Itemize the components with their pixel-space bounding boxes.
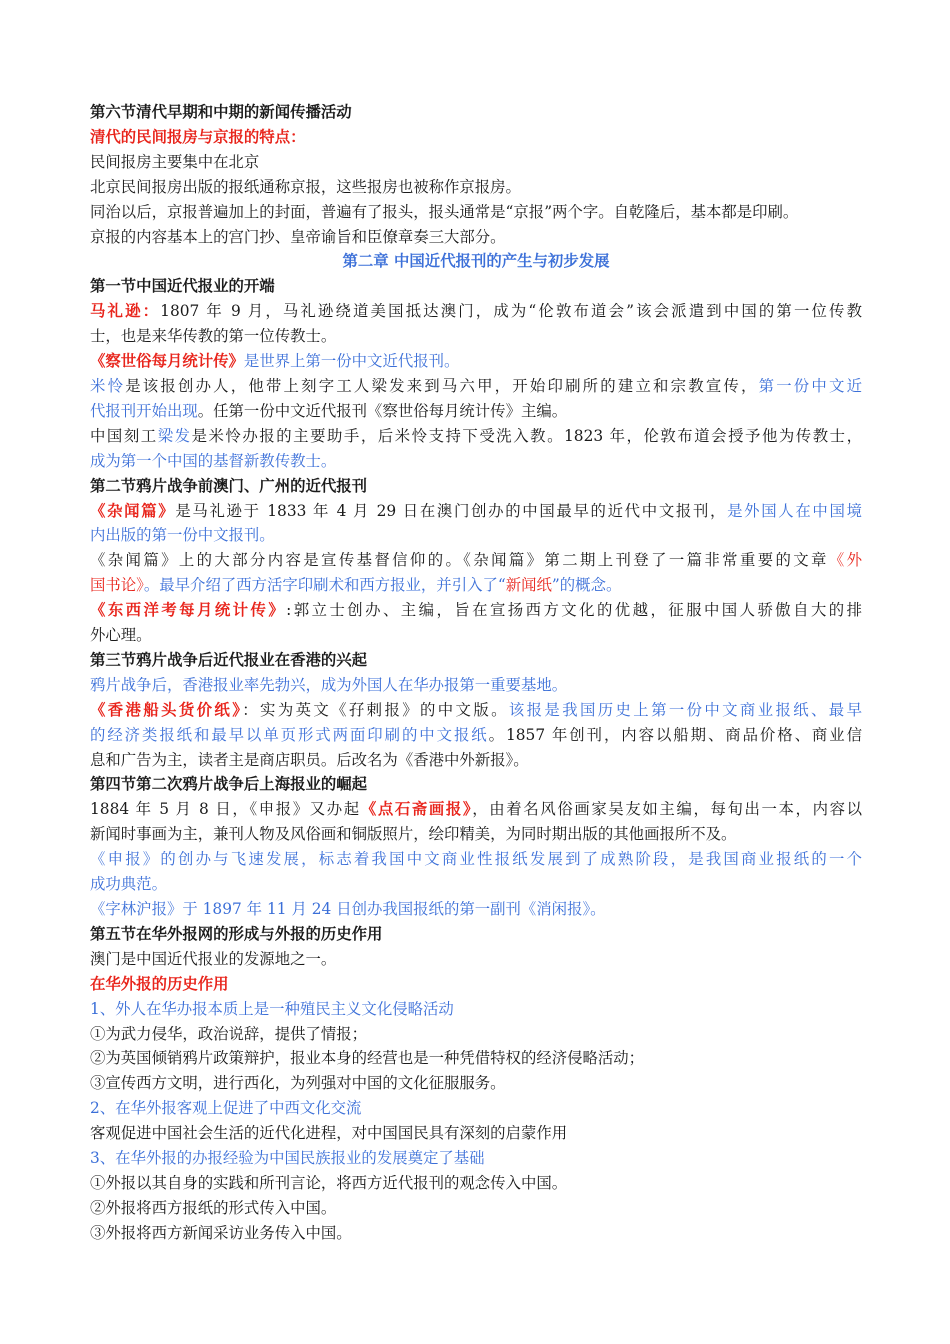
- paragraph: [90, 299, 862, 324]
- paragraph: 《字林沪报》于 1897 年 11 月 24 日创办我国报纸的第一副刊《消闲报》。: [90, 900, 606, 918]
- text: :郭立士创办、主编，旨在宣扬西方文化的优越，征服中国人骄傲自大的排: [286, 601, 862, 620]
- text-highlight: 第一份中文近: [758, 376, 862, 395]
- text-highlight: 该报是我国历史上第一份中文商业报纸、最早: [508, 700, 862, 719]
- text: 1884 年 5 月 8 日，《申报》又办起: [90, 800, 361, 819]
- text: ，由着名风俗画家吴友如主编，每旬出一本，内容以: [472, 800, 862, 819]
- term-dianshizhai: 《点石斋画报》: [360, 800, 473, 819]
- text-highlight: 是外国人在中国境: [727, 501, 862, 520]
- text: 是马礼逊于 1833 年 4 月 29 日在澳门创办的中国最早的近代中文报刊，: [175, 501, 728, 520]
- section-2-title: 第二节鸦片战争前澳门、广州的近代报刊: [90, 476, 368, 495]
- section-1-title: 第一节中国近代报业的开端: [90, 277, 275, 296]
- paragraph: 同治以后，京报普遍加上的封面，普遍有了报头，报头通常是“京报”两个字。自乾隆后，基本都是印刷。: [90, 202, 799, 221]
- paragraph: [90, 573, 862, 598]
- text-highlight: ”的概念。: [551, 576, 622, 595]
- text: ：实为英文《孖剌报》的中文版。: [242, 700, 509, 719]
- paragraph: 鸦片战争后，香港报业率先勃兴，成为外国人在华办报第一重要基地。: [90, 675, 568, 694]
- paragraph: [90, 349, 862, 374]
- list-item: ①外报以其自身的实践和所刊言论，将西方近代报刊的观念传入中国。: [90, 1173, 568, 1192]
- section-5-title: 第五节在华外报网的形成与外报的历史作用: [90, 924, 383, 943]
- paragraph: [90, 698, 862, 723]
- section-5-subtitle: 在华外报的历史作用: [90, 974, 229, 993]
- paragraph: 内出版的第一份中文报刊。: [90, 526, 275, 545]
- term-morrison: 马礼逊：: [90, 302, 161, 321]
- paragraph: 客观促进中国社会生活的近代化进程，对中国国民具有深刻的启蒙作用: [90, 1124, 568, 1143]
- term-zawenpian: 《杂闻篇》: [90, 501, 176, 520]
- chapter-2-title: 第二章 中国近代报刊的产生与初步发展: [342, 252, 610, 271]
- paragraph: [90, 499, 862, 524]
- paragraph: 澳门是中国近代报业的发源地之一。: [90, 949, 337, 968]
- paragraph: 《申报》的创办与飞速发展，标志着我国中文商业性报纸发展到了成熟阶段，是我国商业报纸的一个: [90, 850, 862, 869]
- paragraph: 息和广告为主，读者主是商店职员。后改名为《香港中外新报》。: [90, 750, 529, 769]
- text: 中国刻工: [90, 426, 158, 445]
- text: 是该报创办人，他带上刻字工人梁发来到马六甲，开始印刷所的建立和宗教宣传，: [125, 376, 759, 395]
- paragraph: [90, 399, 862, 424]
- text: 。任第一份中文近代报刊《察世俗每月统计传》主编。: [197, 401, 568, 420]
- list-item: ②为英国倾销鸦片政策辩护，报业本身的经营也是一种凭借特权的经济侵略活动；: [90, 1049, 645, 1068]
- list-item: ①为武力侵华，政治说辞，提供了情报；: [90, 1024, 368, 1043]
- paragraph: [90, 424, 862, 449]
- heading-point-3: 3、在华外报的办报经验为中国民族报业的发展奠定了基础: [90, 1149, 485, 1168]
- term-liang-fa: 梁发: [157, 426, 192, 445]
- section-6-subtitle: 清代的民间报房与京报的特点：: [90, 127, 306, 146]
- paragraph: 成为第一个中国的基督新教传教士。: [90, 451, 337, 470]
- paragraph: 新闻时事画为主，兼刊人物及风俗画和铜版照片，绘印精美，为同时期出版的其他画报所不及。: [90, 825, 737, 844]
- paragraph: [90, 723, 862, 748]
- text: 是世界上第一份中文近代报刊。: [243, 352, 460, 371]
- term-milne: 米怜: [90, 376, 126, 395]
- paragraph: 成功典范。: [90, 875, 167, 894]
- list-item: ③外报将西方新闻采访业务传入中国。: [90, 1223, 352, 1242]
- paragraph: 外心理。: [90, 626, 152, 645]
- term-xinwenzhi: 新闻纸: [505, 576, 552, 595]
- paragraph: [90, 548, 862, 573]
- paragraph: [90, 374, 862, 399]
- text: 1807 年 9 月，马礼逊绕道美国抵达澳门，成为“伦敦布道会”该会派遣到中国的第一位传教: [160, 302, 862, 321]
- paragraph: [90, 797, 862, 822]
- term-chinese-monthly: 《察世俗每月统计传》: [90, 352, 244, 371]
- heading-point-1: 1、外人在华办报本质上是一种殖民主义文化侵略活动: [90, 999, 454, 1018]
- text: 。1857 年创刊，内容以船期、商品价格、商业信: [488, 725, 862, 744]
- text-highlight: 代报刊开始出现: [90, 401, 198, 420]
- paragraph: [90, 598, 862, 623]
- list-item: ③宣传西方文明，进行西化，为列强对中国的文化征服服务。: [90, 1074, 506, 1093]
- term-hk-shipping-price: 《香港船头货价纸》: [90, 700, 243, 719]
- term-dongxiyang: 《东西洋考每月统计传》: [90, 601, 287, 620]
- section-3-title: 第三节鸦片战争后近代报业在香港的兴起: [90, 650, 368, 669]
- document-page: [90, 100, 862, 1246]
- heading-point-2: 2、在华外报客观上促进了中西文化交流: [90, 1099, 362, 1118]
- text: 《杂闻篇》上的大部分内容是宣传基督信仰的。《杂闻篇》第二期上刊登了一篇非常重要的文章: [90, 551, 829, 570]
- section-6-title: 第六节清代早期和中期的新闻传播活动: [90, 103, 352, 121]
- text-highlight: 。最早介绍了西方活字印刷术和西方报业，并引入了“: [143, 576, 506, 595]
- paragraph: 士，也是来华传教的第一位传教士。: [90, 327, 337, 346]
- section-4-title: 第四节第二次鸦片战争后上海报业的崛起: [90, 775, 368, 794]
- paragraph: 民间报房主要集中在北京: [90, 152, 260, 171]
- list-item: ②外报将西方报纸的形式传入中国。: [90, 1198, 337, 1217]
- term-waiguoshulun: 《外: [828, 551, 862, 570]
- paragraph: 北京民间报房出版的报纸通称京报，这些报房也被称作京报房。: [90, 177, 521, 196]
- term-waiguoshulun: 国书论》: [90, 576, 144, 595]
- text-highlight: 的经济类报纸和最早以单页形式两面印刷的中文报纸: [90, 725, 489, 744]
- paragraph: 京报的内容基本上的宫门抄、皇帝谕旨和臣僚章奏三大部分。: [90, 227, 506, 246]
- text: 是米怜办报的主要助手，后米怜支持下受洗入教。1823 年，伦敦布道会授予他为传教士，: [191, 426, 862, 445]
